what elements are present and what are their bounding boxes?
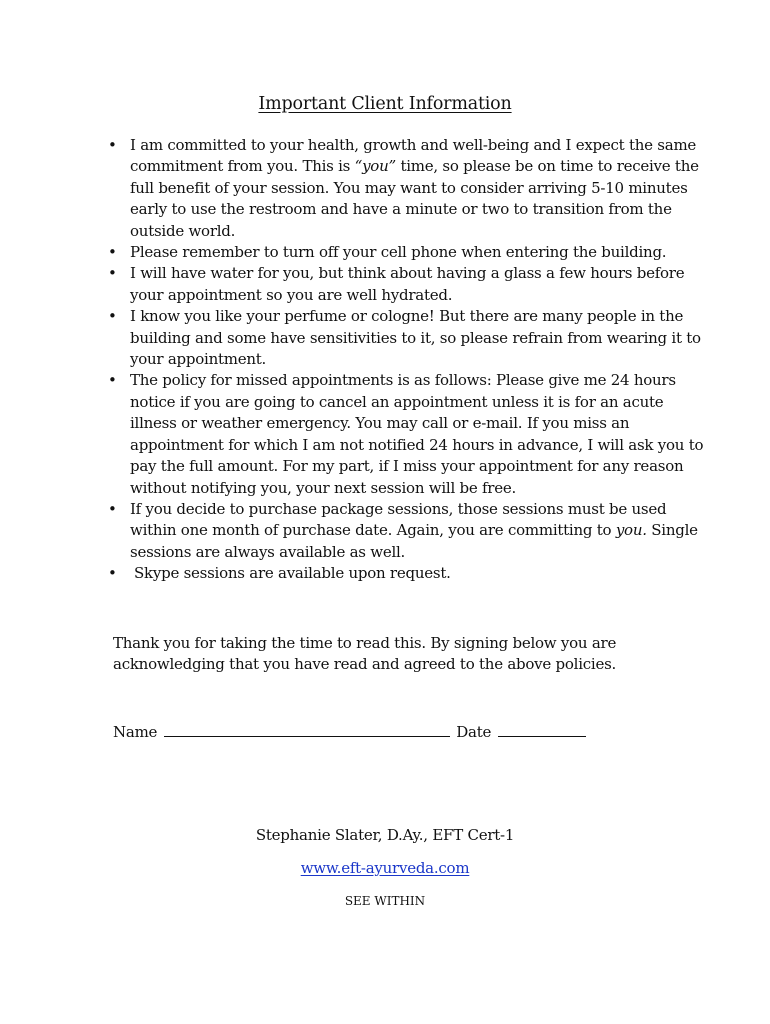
policy-text: time, so please be on time to receive the full benefit of your session. You may want to consider arriving 5-10 minutes early to use the restroom and have a minute or two to transition from the outside world. — [130, 157, 699, 240]
date-label: Date — [456, 723, 492, 741]
policy-emphasis: “you” — [354, 157, 396, 176]
policy-text: I know you like your perfume or cologne! But there are many people in the building and some have sensitivities to it, so please refrain from wearing it to your appointment. — [130, 307, 701, 369]
author-credit: Stephanie Slater, D.Ay., EFT Cert-1 — [255, 826, 515, 844]
policy-text: I am committed to your health, growth and well-being and I expect the same commitment from you. This is — [130, 136, 697, 176]
policy-item-water — [108, 263, 708, 306]
policy-text: If you decide to purchase package sessions, those sessions must be used within one month of purchase date. Again, you are committing to — [130, 499, 667, 540]
policy-item-missed-appointments — [108, 370, 708, 498]
policy-text: The policy for missed appointments is as follows: Please give me 24 hours notice if you are going to cancel an appointment unless it is for an acute illness or weather emergency. You may call or e-mail. If you miss an appointment for which I am not notified 24 hours in advance, I will ask you to pay the full amount. For my part, if I miss your appointment for any reason without notifying you, your next session will be free. — [130, 371, 704, 497]
name-blank-field[interactable] — [164, 722, 450, 737]
policy-item-commitment — [108, 135, 708, 242]
policy-item-skype — [108, 563, 708, 584]
website-link[interactable]: www.eft-ayurveda.com — [300, 859, 470, 877]
policy-emphasis: you. — [615, 521, 647, 540]
signature-line — [113, 722, 673, 743]
policy-list — [108, 135, 708, 585]
date-blank-field[interactable] — [498, 722, 586, 737]
policy-text: Single sessions are always available as well. — [130, 521, 698, 561]
see-within-note: SEE WITHIN — [344, 894, 426, 908]
policy-item-package-sessions — [108, 499, 708, 563]
acknowledgement-paragraph: Thank you for taking the time to read this. By signing below you are acknowledging that you have read and agreed to the above policies. — [113, 634, 617, 674]
page-title: Important Client Information — [258, 94, 512, 114]
policy-text: Please remember to turn off your cell phone when entering the building. — [130, 243, 667, 262]
policy-item-cell-phone — [108, 242, 708, 263]
policy-text: I will have water for you, but think about having a glass a few hours before your appointment so you are well hydrated. — [130, 264, 685, 304]
policy-text: Skype sessions are available upon request. — [134, 564, 451, 583]
name-label: Name — [113, 723, 158, 741]
policy-item-perfume — [108, 306, 708, 370]
